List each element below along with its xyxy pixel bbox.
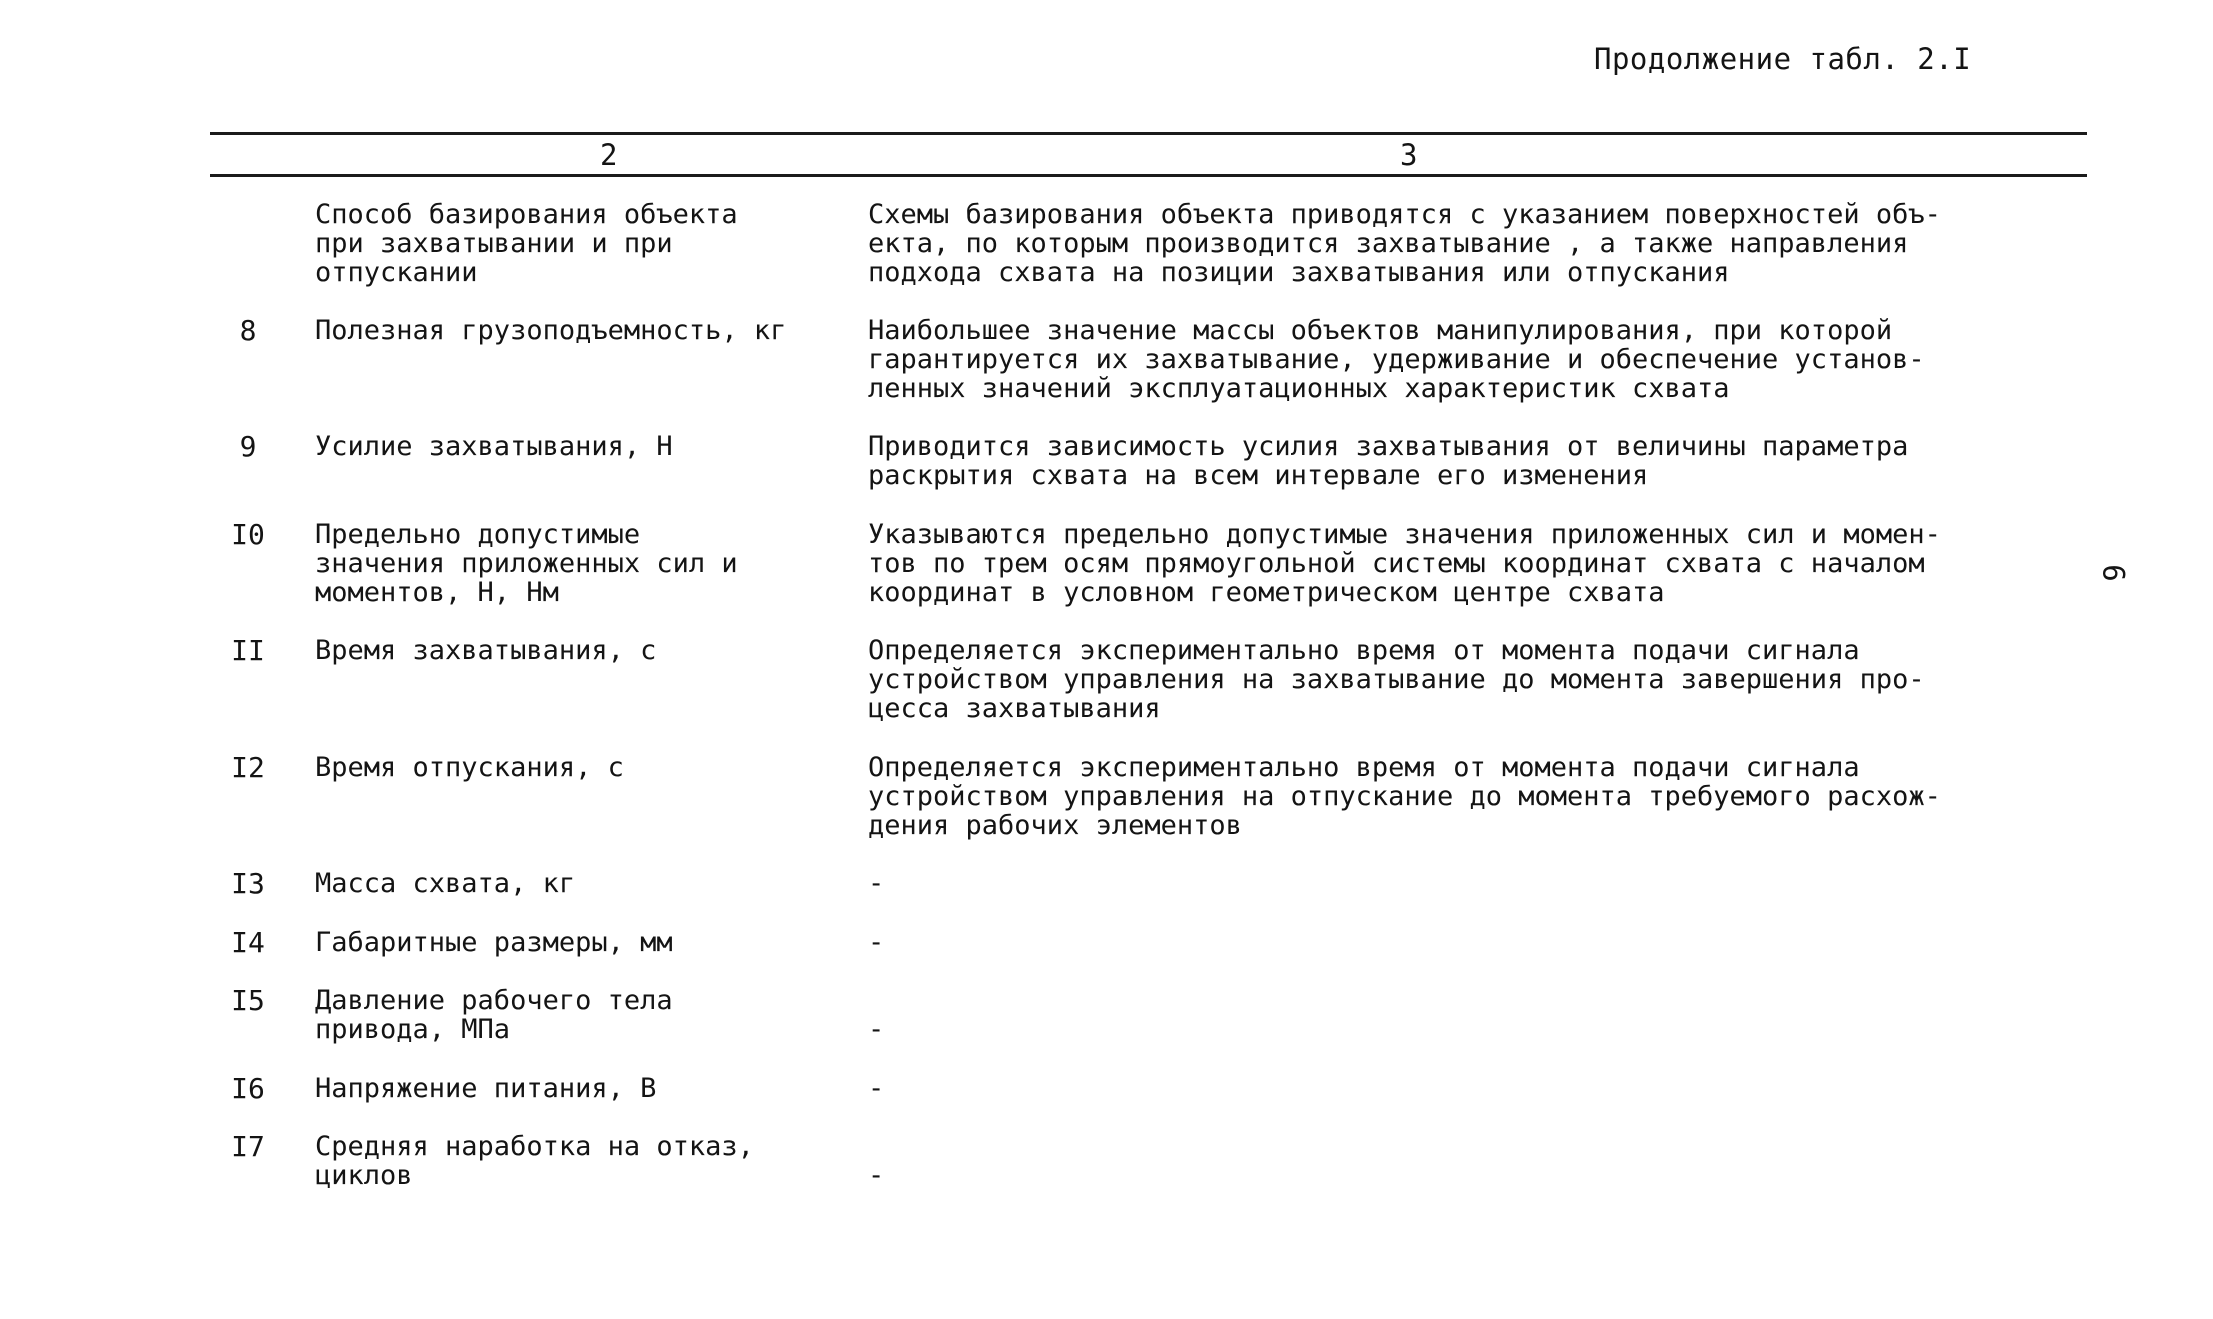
parameter-description: - [868, 1073, 885, 1104]
parameter-description: - [868, 1014, 885, 1045]
parameter-name: Средняя наработка на отказ, циклов [315, 1131, 754, 1191]
parameter-name: Напряжение питания, В [315, 1073, 657, 1104]
table-continuation-caption: Продолжение табл. 2.I [1594, 42, 1972, 76]
parameter-name: Время отпускания, с [315, 752, 624, 783]
table-top-rule [210, 132, 2087, 135]
parameter-name: Давление рабочего тела привода, МПа [315, 985, 673, 1045]
row-number: I3 [231, 867, 265, 900]
parameter-name: Время захватывания, с [315, 635, 657, 666]
parameter-description: - [868, 1160, 885, 1191]
parameter-description: Определяется экспериментально время от момента подачи сигнала устройством управления на захватывание до момента завершения про- цесса захватывания [868, 635, 1925, 724]
parameter-name: Габаритные размеры, мм [315, 927, 673, 958]
parameter-description: - [868, 927, 885, 958]
row-number: I2 [231, 751, 265, 784]
parameter-description: Указываются предельно допустимые значения приложенных сил и момен- тов по трем осям прямоугольной системы координат схвата с началом координат в условном геометрическом центре схвата [868, 519, 1941, 608]
table-header-rule [210, 174, 2087, 177]
page-number: 6 [2096, 564, 2131, 582]
parameter-description: - [868, 868, 885, 899]
row-number: I7 [231, 1130, 265, 1163]
parameter-description: Схемы базирования объекта приводятся с указанием поверхностей объ- екта, по которым производится захватывание , а также направления подхода схвата на позиции захватывания или отпускания [868, 199, 1941, 288]
parameter-description: Определяется экспериментально время от момента подачи сигнала устройством управления на отпускание до момента требуемого расхож- дения рабочих элементов [868, 752, 1941, 841]
row-number: I4 [231, 926, 265, 959]
row-number: I5 [231, 984, 265, 1017]
parameter-name: Способ базирования объекта при захватывании и при отпускании [315, 199, 738, 288]
parameter-name: Масса схвата, кг [315, 868, 576, 899]
row-number: II [231, 634, 265, 667]
parameter-name: Усилие захватывания, Н [315, 431, 673, 462]
parameter-description: Приводится зависимость усилия захватывания от величины параметра раскрытия схвата на всем интервале его изменения [868, 431, 1909, 491]
row-number: 9 [239, 430, 257, 463]
row-number: I6 [231, 1072, 265, 1105]
column-header-3: 3 [1400, 138, 1418, 172]
row-number: 8 [239, 314, 257, 347]
parameter-description: Наибольшее значение массы объектов манипулирования, при которой гарантируется их захватывание, удерживание и обеспечение установ- ленных значений эксплуатационных характеристик схвата [868, 315, 1925, 404]
parameter-name: Предельно допустимые значения приложенных сил и моментов, Н, Нм [315, 519, 738, 608]
column-header-2: 2 [600, 138, 618, 172]
parameter-name: Полезная грузоподъемность, кг [315, 315, 787, 346]
row-number: I0 [231, 518, 265, 551]
